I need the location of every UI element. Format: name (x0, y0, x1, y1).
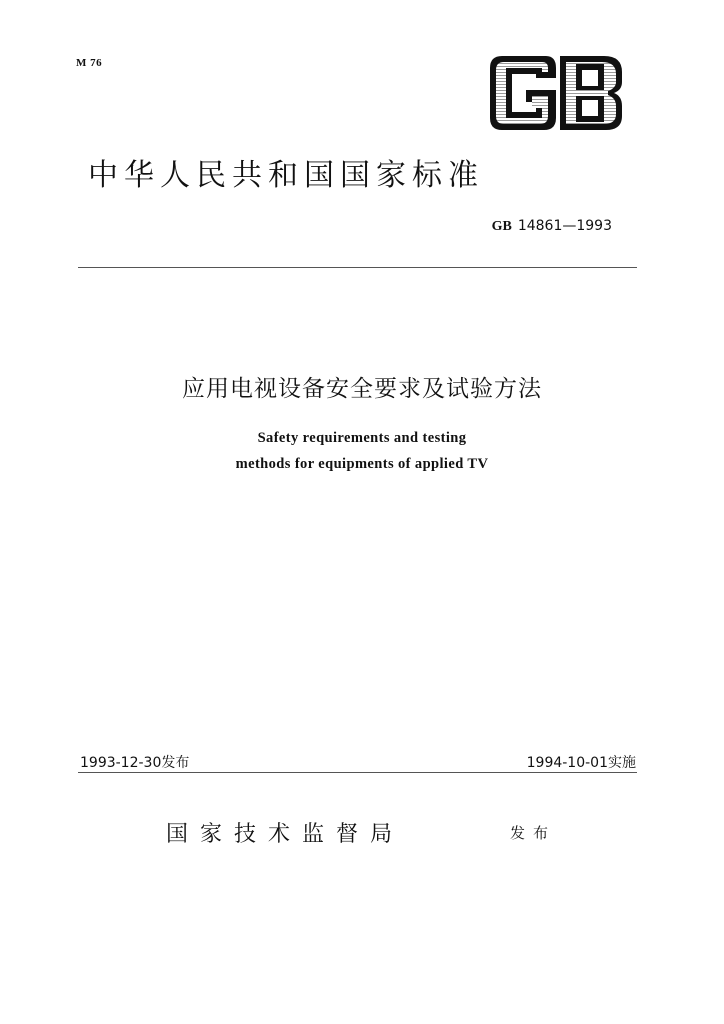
footer-divider (78, 772, 637, 773)
header-divider (78, 267, 637, 268)
issue-date: 1993-12-30发布 (80, 755, 190, 771)
document-title-en-line-1: Safety requirements and testing (257, 430, 467, 446)
issuer-suffix: 发布 (510, 824, 557, 842)
standard-code: 14861—1993 (517, 218, 612, 234)
national-standard-title: 中华人民共和国国家标准 (88, 158, 484, 193)
document-title-cn: 应用电视设备安全要求及试验方法 (182, 376, 542, 402)
standard-prefix: GB (491, 219, 512, 234)
standard-number (492, 218, 612, 235)
gb-logo (484, 54, 628, 132)
effective-date: 1994-10-01实施 (526, 755, 636, 771)
issuer-name: 国家技术监督局 (166, 822, 405, 847)
document-title-en-line-2: methods for equipments of applied TV (235, 456, 489, 472)
category-code: M 76 (76, 57, 103, 69)
